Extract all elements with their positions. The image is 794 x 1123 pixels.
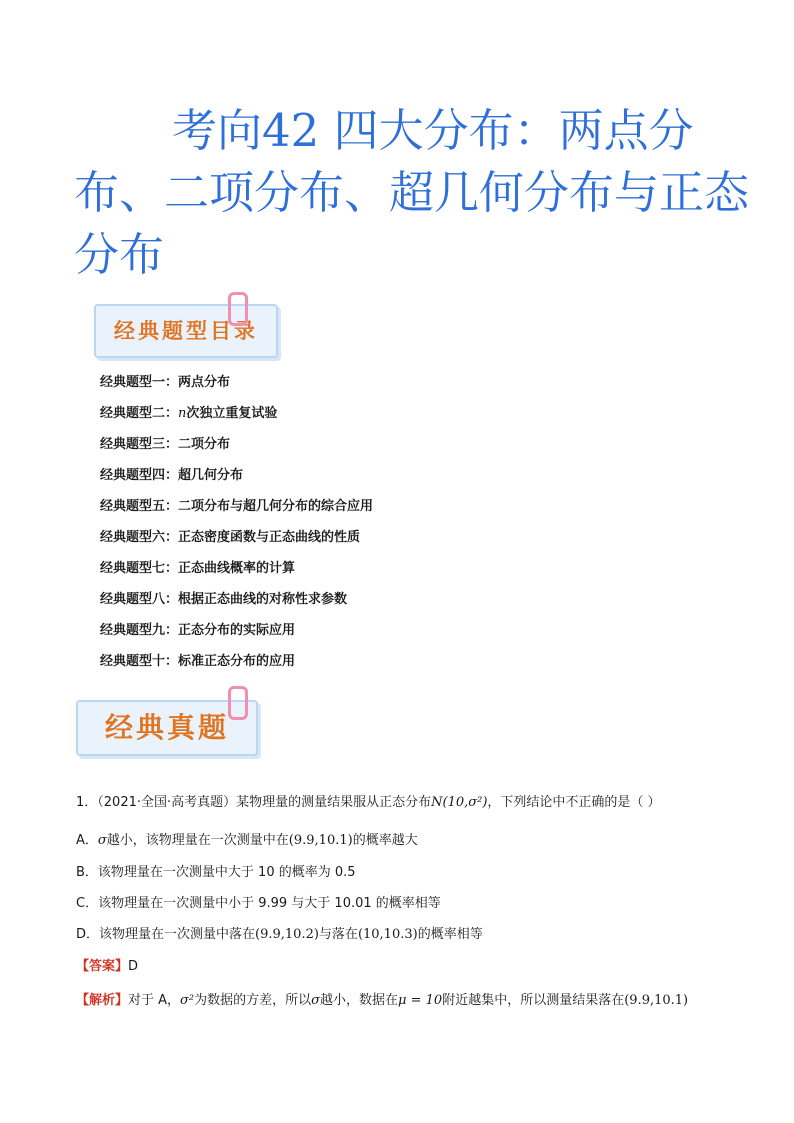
option-b: B．该物理量在一次测量中大于 10 的概率为 0.5	[76, 865, 356, 880]
page-title: 考向42 四大分布：两点分布、二项分布、超几何分布与正态分布	[74, 104, 750, 281]
section-banner-exam	[76, 700, 258, 756]
toc-item: 经典题型七：正态曲线概率的计算	[100, 561, 296, 576]
option-c: C．该物理量在一次测量中小于 9.99 与大于 10.01 的概率相等	[76, 896, 441, 911]
toc-item: 经典题型一：两点分布	[100, 375, 231, 390]
question-stem: 1．（2021·全国·高考真题）某物理量的测量结果服从正态分布N(10,σ²)，下列结论中不正确的是（ ）	[76, 795, 661, 810]
toc-item: 经典题型八：根据正态曲线的对称性求参数	[100, 592, 348, 607]
paperclip-icon	[228, 292, 248, 326]
toc-item: 经典题型九：正态分布的实际应用	[100, 623, 296, 638]
toc-list	[100, 372, 373, 682]
answer-line	[76, 956, 746, 978]
analysis-line: 【解析】对于 A，σ²为数据的方差，所以σ越小，数据在μ = 10附近越集中，所以测量结果落在(9.9,10.1)	[76, 993, 689, 1008]
option-a: A．σ越小，该物理量在一次测量中在(9.9,10.1)的概率越大	[76, 833, 418, 848]
toc-item: 经典题型五：二项分布与超几何分布的综合应用	[100, 499, 374, 514]
section-banner-label: 经典真题	[104, 711, 229, 744]
option-d: D．该物理量在一次测量中落在(9.9,10.2)与落在(10,10.3)的概率相等	[76, 927, 483, 942]
answer-tag: 【答案】	[76, 959, 129, 974]
toc-item: 经典题型二：n次独立重复试验	[100, 406, 278, 421]
paperclip-icon	[228, 686, 248, 720]
toc-item: 经典题型六：正态密度函数与正态曲线的性质	[100, 530, 361, 545]
analysis-tag: 【解析】	[76, 993, 129, 1008]
toc-item: 经典题型四：超几何分布	[100, 468, 244, 483]
answer-value: D	[128, 959, 139, 974]
section-banner-label: 经典题型目录	[114, 319, 258, 343]
toc-item: 经典题型十：标准正态分布的应用	[100, 654, 296, 669]
toc-item: 经典题型三：二项分布	[100, 437, 231, 452]
section-banner-toc	[94, 304, 278, 358]
